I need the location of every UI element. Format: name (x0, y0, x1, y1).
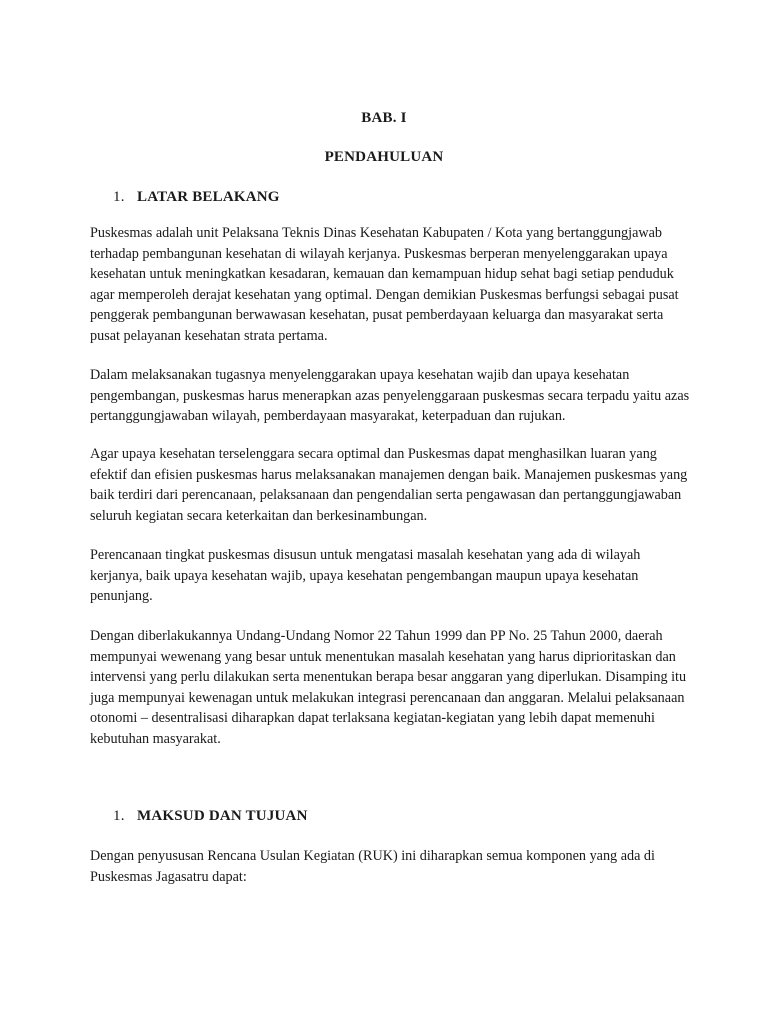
paragraph-5: Dengan diberlakukannya Undang-Undang Nomor 22 Tahun 1999 dan PP No. 25 Tahun 2000, daerah mempunyai wewenang yang besar untuk menentukan masalah kesehatan yang harus diprioritaskan dan intervensi yang perlu dilakukan serta menentukan berapa besar anggaran yang diperlukan. Disamping itu juga mempunyai kewenagan untuk melakukan integrasi perencanaan dan anggaran. Melalui pelaksanaan otonomi – desentralisasi diharapkan dapat terlaksana kegiatan-kegiatan yang lebih dapat memenuhi kebutuhan masyarakat. (90, 628, 687, 747)
section-heading-maksud-tujuan (113, 808, 308, 825)
paragraph-2: Dalam melaksanakan tugasnya menyelenggarakan upaya kesehatan wajib dan upaya kesehatan pengembangan, puskesmas harus menerapkan azas penyelenggaraan puskesmas secara terpadu yaitu azas pertanggungjawaban wilayah, pemberdayaan masyarakat, keterpaduan dan rujukan. (90, 367, 690, 425)
chapter-heading: BAB. I (361, 110, 407, 126)
chapter-title: PENDAHULUAN (324, 149, 444, 165)
paragraph-4: Perencanaan tingkat puskesmas disusun untuk mengatasi masalah kesehatan yang ada di wilayah kerjanya, baik upaya kesehatan wajib, upaya kesehatan pengembangan maupun upaya kesehatan penunjang. (90, 547, 641, 605)
section-heading-latar-belakang (113, 189, 280, 206)
paragraph-3: Agar upaya kesehatan terselenggara secara optimal dan Puskesmas dapat menghasilkan luaran yang efektif dan efisien puskesmas harus melaksanakan manajemen dengan baik. Manajemen puskesmas yang baik terdiri dari perencanaan, pelaksanaan dan pengendalian serta pengawasan dan pertanggungjawaban seluruh kegiatan secara keterkaitan dan berkesinambungan. (90, 446, 688, 524)
section-title: LATAR BELAKANG (137, 189, 280, 205)
section-number: 1. (113, 808, 125, 824)
section-number: 1. (113, 189, 125, 205)
section-title: MAKSUD DAN TUJUAN (137, 808, 308, 824)
paragraph-1: Puskesmas adalah unit Pelaksana Teknis Dinas Kesehatan Kabupaten / Kota yang bertanggungjawab terhadap pembangunan kesehatan di wilayah kerjanya. Puskesmas berperan menyelenggarakan upaya kesehatan untuk meningkatkan kesadaran, kemauan dan kemampuan hidup sehat bagi setiap penduduk agar memperoleh derajat kesehatan yang optimal. Dengan demikian Puskesmas berfungsi sebagai pusat penggerak pembangunan berwawasan kesehatan, pusat pemberdayaan keluarga dan masyarakat serta pusat pelayanan kesehatan strata pertama. (90, 225, 679, 344)
paragraph-6: Dengan penyususan Rencana Usulan Kegiatan (RUK) ini diharapkan semua komponen yang ada di Puskesmas Jagasatru dapat: (90, 848, 655, 885)
